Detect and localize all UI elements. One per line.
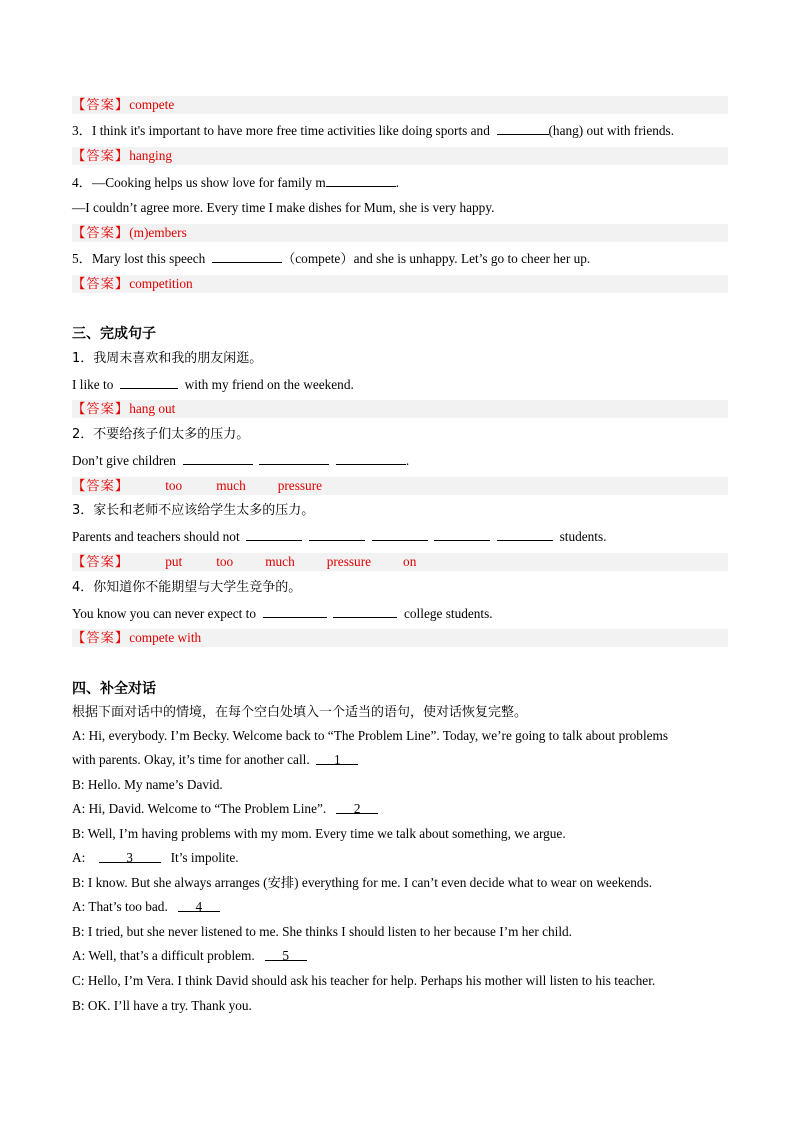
answer-label: 【答案】 <box>72 276 130 291</box>
fill-blank[interactable] <box>336 451 406 465</box>
question-3-3-chinese: 3．家长和老师不应该给学生太多的压力。 <box>72 503 315 518</box>
fill-blank[interactable] <box>333 604 397 618</box>
question-3-2-chinese: 2．不要给孩子们太多的压力。 <box>72 427 250 442</box>
answer-text: compete with <box>129 630 202 645</box>
question-3-2 <box>72 451 409 470</box>
question-number: 4． <box>72 175 92 190</box>
dialogue-line <box>72 947 307 965</box>
dialogue-line: A: Hi, everybody. I’m Becky. Welcome back to “The Problem Line”. Today, we’re going to talk about problems <box>72 728 669 743</box>
question-number: 3． <box>72 123 92 138</box>
answer-box-3-3 <box>72 553 728 571</box>
fill-blank[interactable] <box>326 173 396 187</box>
question-text: . <box>405 453 410 468</box>
answer-word: much <box>216 478 246 493</box>
question-3-3 <box>72 527 607 546</box>
question-2-3 <box>72 121 674 140</box>
answer-word: on <box>403 554 417 569</box>
question-text: Don’t give children <box>72 453 176 468</box>
answer-box-2-3 <box>72 147 728 165</box>
dialogue-instruction: 根据下面对话中的情境，在每个空白处填入一个适当的语句，使对话恢复完整。 <box>72 705 528 720</box>
answer-text: compete <box>129 97 175 112</box>
blank-number: 1 <box>334 752 341 767</box>
dialogue-line <box>72 898 220 916</box>
dialogue-blank-1[interactable] <box>316 751 358 765</box>
question-text: (hang) out with friends. <box>548 123 675 138</box>
dialogue-line <box>72 849 239 867</box>
dialogue-line: B: I know. But she always arranges (安排) everything for me. I can’t even decide what to wear on weekends. <box>72 875 653 890</box>
dialogue-line <box>72 751 358 769</box>
answer-label: 【答案】 <box>72 97 130 112</box>
answer-label: 【答案】 <box>72 554 130 569</box>
dialogue-text: A: <box>72 850 86 865</box>
blank-number: 4 <box>195 899 203 914</box>
dialogue-blank-3[interactable] <box>99 849 161 863</box>
answer-text: competition <box>129 276 193 291</box>
question-text: I think it's important to have more free time activities like doing sports and <box>91 123 490 138</box>
answer-box-2-5 <box>72 275 728 293</box>
dialogue-line <box>72 800 378 818</box>
question-3-1 <box>72 375 354 394</box>
fill-blank[interactable] <box>120 375 178 389</box>
question-text: . <box>395 175 400 190</box>
question-text: You know you can never expect to <box>72 606 257 621</box>
answer-box-2-4 <box>72 224 728 242</box>
question-text: —Cooking helps us show love for family m <box>91 175 326 190</box>
question-text: students. <box>559 529 607 544</box>
question-text: （compete）and she is unhappy. Let’s go to cheer her up. <box>281 251 591 266</box>
answer-word: pressure <box>326 554 372 569</box>
dialogue-text: It’s impolite. <box>170 850 239 865</box>
fill-blank[interactable] <box>212 249 282 263</box>
answer-label: 【答案】 <box>72 225 130 240</box>
fill-blank[interactable] <box>309 527 365 541</box>
answer-text: hang out <box>129 401 176 416</box>
question-text: Parents and teachers should not <box>72 529 240 544</box>
question-text: with my friend on the weekend. <box>184 377 354 392</box>
question-2-4-reply: —I couldn’t agree more. Every time I make dishes for Mum, she is very happy. <box>72 200 495 215</box>
answer-label: 【答案】 <box>72 630 130 645</box>
answer-word: put <box>165 554 183 569</box>
fill-blank[interactable] <box>263 604 327 618</box>
question-3-1-chinese: 1．我周末喜欢和我的朋友闲逛。 <box>72 351 263 366</box>
dialogue-text: A: Well, that’s a difficult problem. <box>72 948 255 963</box>
dialogue-text: with parents. Okay, it’s time for another call. <box>72 752 310 767</box>
section-title-4: 四、补全对话 <box>72 681 156 697</box>
dialogue-blank-2[interactable] <box>336 800 378 814</box>
fill-blank[interactable] <box>183 451 253 465</box>
question-3-4 <box>72 604 493 623</box>
section-title-3: 三、完成句子 <box>72 326 156 342</box>
answer-box-3-1 <box>72 400 728 418</box>
blank-number: 5 <box>282 948 290 963</box>
question-number: 5． <box>72 251 92 266</box>
dialogue-line: B: OK. I’ll have a try. Thank you. <box>72 998 252 1013</box>
dialogue-blank-5[interactable] <box>265 947 307 961</box>
question-text: I like to <box>72 377 114 392</box>
answer-word: much <box>265 554 295 569</box>
dialogue-text: A: Hi, David. Welcome to “The Problem Line”. <box>72 801 327 816</box>
answer-word: too <box>216 554 234 569</box>
answer-label: 【答案】 <box>72 148 130 163</box>
answer-word: pressure <box>277 478 323 493</box>
answer-box-2-2 <box>72 96 728 114</box>
answer-label: 【答案】 <box>72 401 130 416</box>
dialogue-blank-4[interactable] <box>178 898 220 912</box>
dialogue-text: A: That’s too bad. <box>72 899 168 914</box>
question-2-4 <box>72 173 399 192</box>
question-3-4-chinese: 4．你知道你不能期望与大学生竞争的。 <box>72 580 302 595</box>
dialogue-line: B: Hello. My name’s David. <box>72 777 223 792</box>
dialogue-line: B: I tried, but she never listened to me. She thinks I should listen to her because I’m her child. <box>72 924 572 939</box>
answer-box-3-2 <box>72 477 728 495</box>
dialogue-line: B: Well, I’m having problems with my mom. Every time we talk about something, we argue. <box>72 826 566 841</box>
question-text: Mary lost this speech <box>91 251 206 266</box>
fill-blank[interactable] <box>259 451 329 465</box>
dialogue-line: C: Hello, I’m Vera. I think David should ask his teacher for help. Perhaps his mother will listen to his teacher. <box>72 973 656 988</box>
fill-blank[interactable] <box>497 527 553 541</box>
answer-label: 【答案】 <box>72 478 130 493</box>
fill-blank[interactable] <box>246 527 302 541</box>
blank-number: 2 <box>353 801 361 816</box>
answer-text: (m)embers <box>129 225 187 240</box>
blank-number: 3 <box>126 850 133 865</box>
fill-blank[interactable] <box>497 121 549 135</box>
fill-blank[interactable] <box>372 527 428 541</box>
question-2-5 <box>72 249 590 268</box>
answer-box-3-4 <box>72 629 728 647</box>
question-text: college students. <box>404 606 493 621</box>
fill-blank[interactable] <box>434 527 490 541</box>
answer-word: too <box>165 478 183 493</box>
answer-text: hanging <box>129 148 173 163</box>
